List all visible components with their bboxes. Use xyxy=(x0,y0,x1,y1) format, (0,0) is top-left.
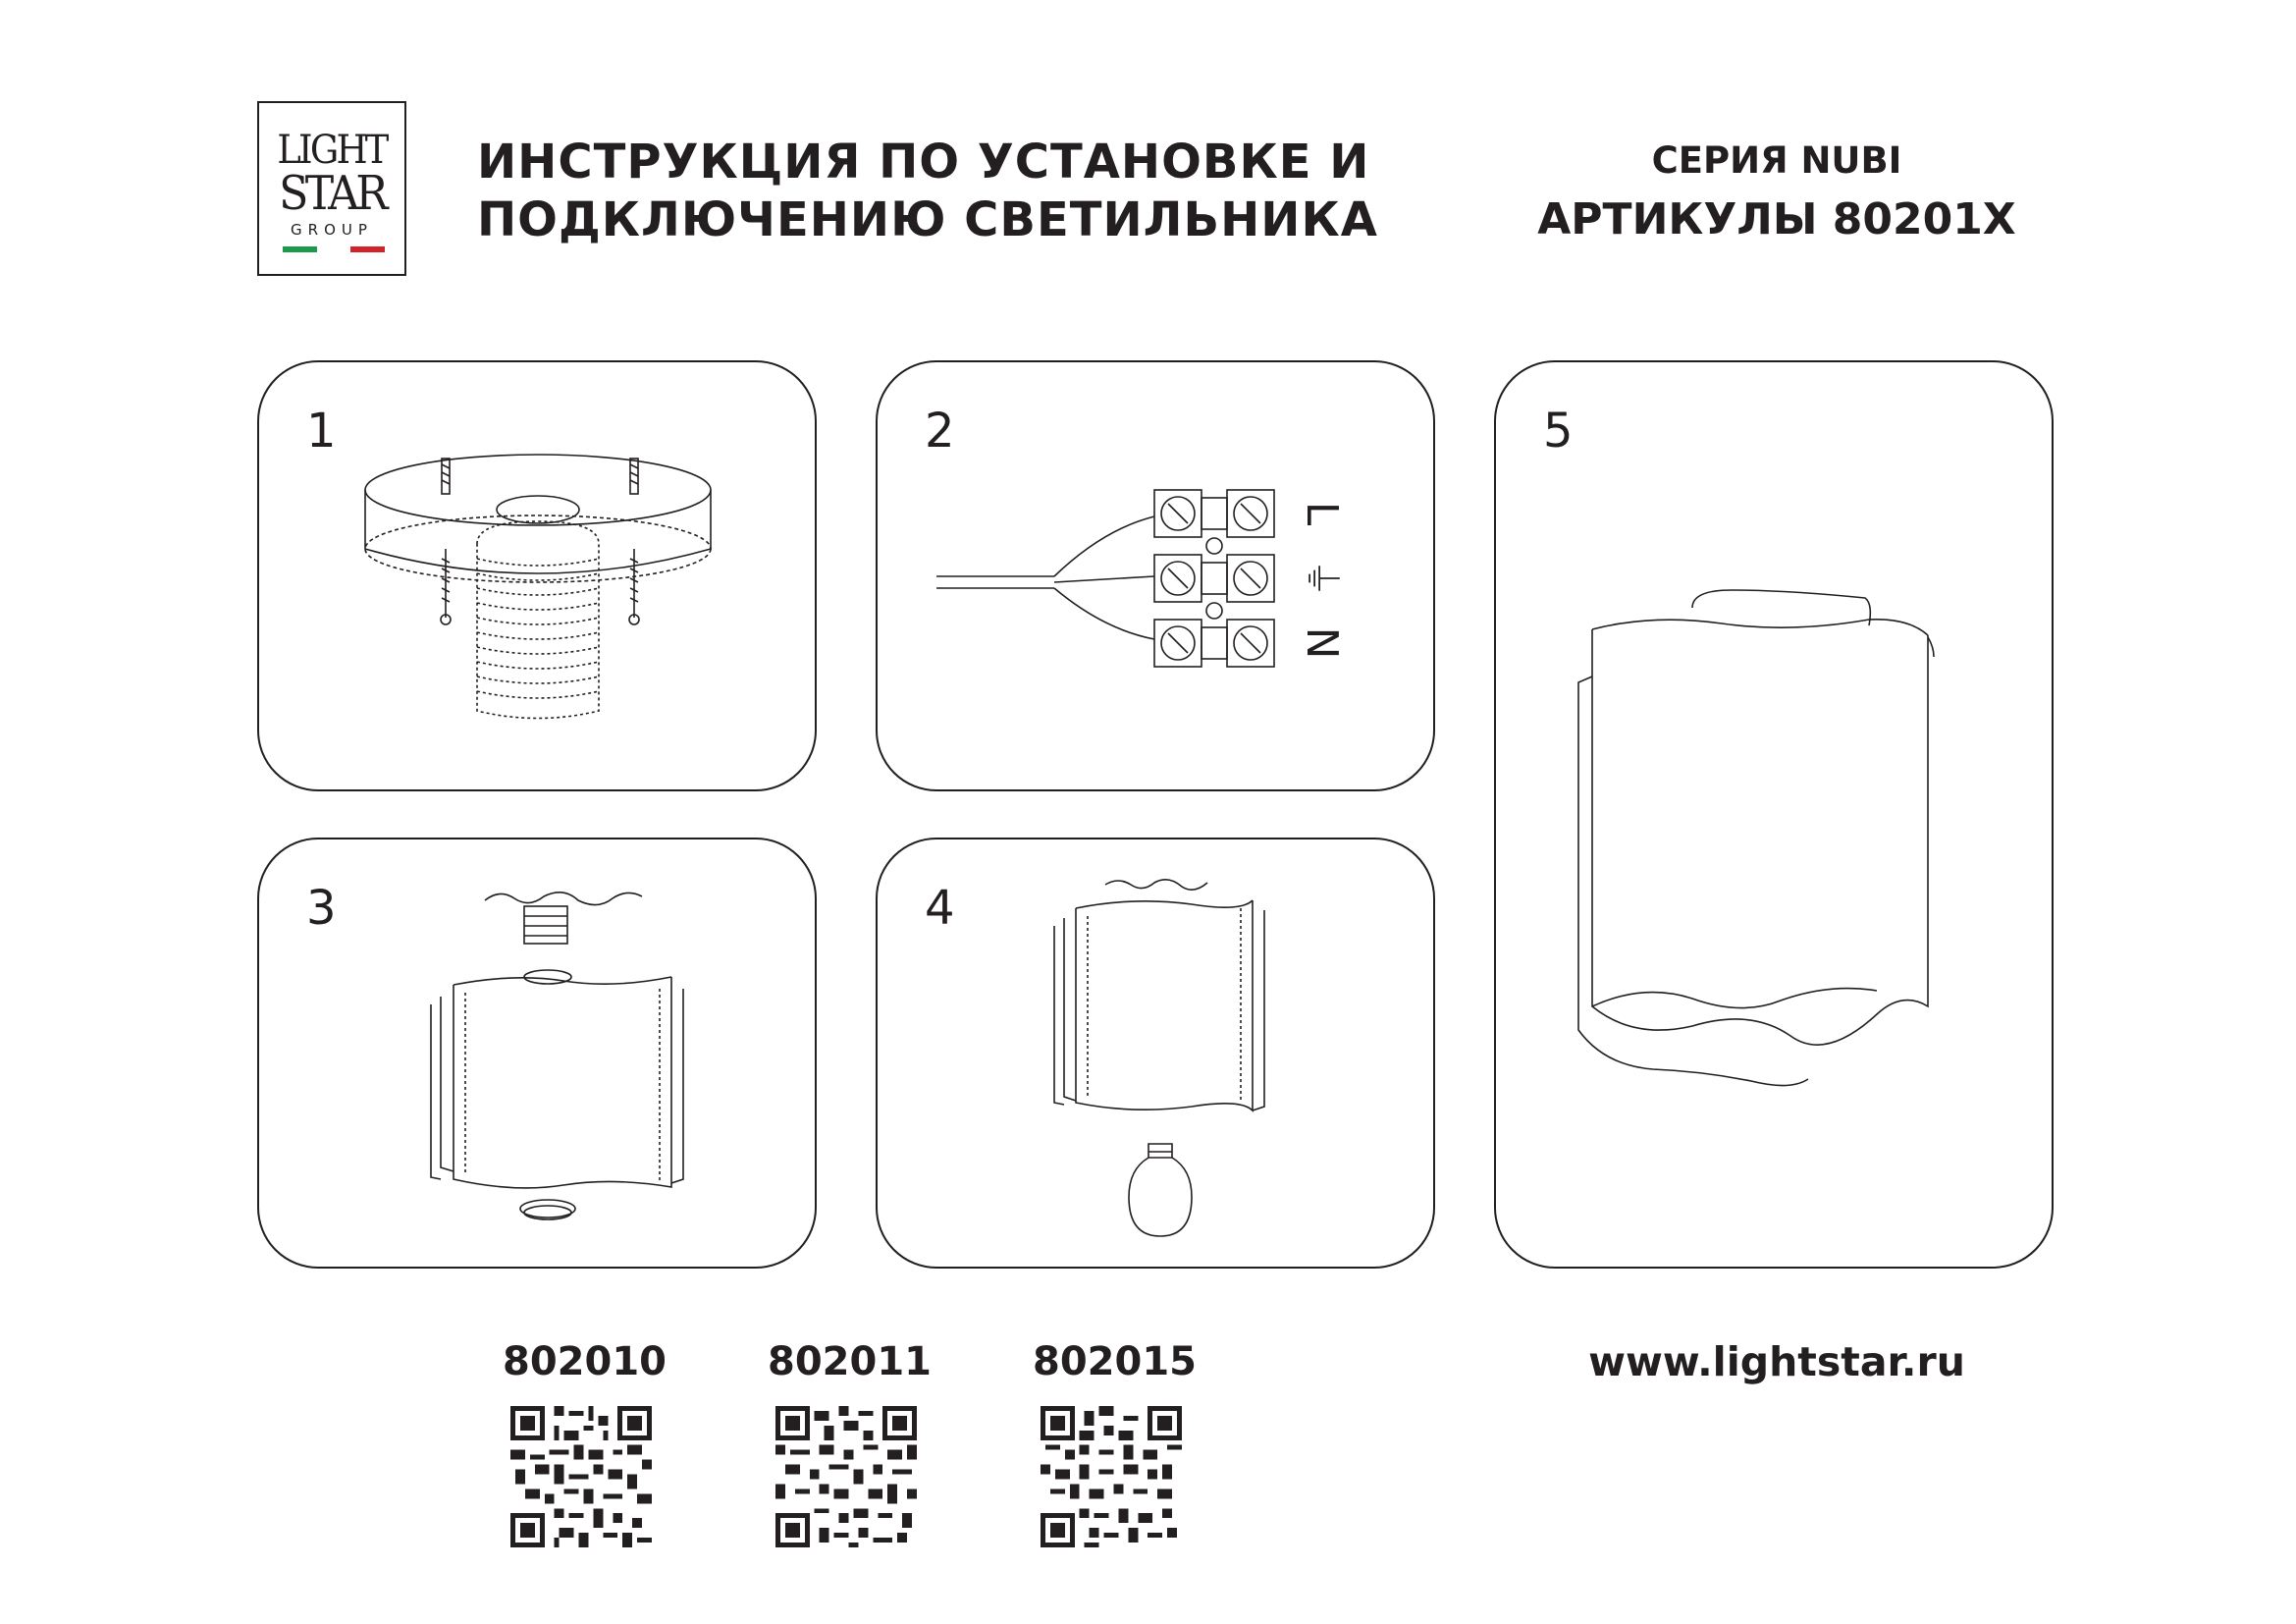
product-code-802011: 802011 xyxy=(768,1339,932,1384)
qr-code-802010[interactable] xyxy=(510,1406,652,1547)
terminal-label-ground: ⏚ xyxy=(1299,559,1344,598)
shade-assembly-illustration xyxy=(259,839,819,1271)
step-2-number: 2 xyxy=(925,404,955,459)
series-label: СЕРИЯ NUBI xyxy=(1651,139,1902,182)
assembled-luminaire-illustration xyxy=(1496,362,2056,1271)
logo-text-light: LIGHT xyxy=(277,128,387,173)
product-code-802015: 802015 xyxy=(1033,1339,1197,1384)
title-line-1: ИНСТРУКЦИЯ ПО УСТАНОВКЕ И xyxy=(477,135,1370,189)
title-line-2: ПОДКЛЮЧЕНИЮ СВЕТИЛЬНИКА xyxy=(477,192,1378,247)
step-5-panel xyxy=(1494,360,2054,1269)
step-4-panel xyxy=(876,838,1435,1269)
articles-label: АРТИКУЛЫ 80201X xyxy=(1537,194,2016,244)
terminal-label-l: L xyxy=(1297,501,1347,526)
step-4-number: 4 xyxy=(925,881,955,936)
website-link[interactable]: www.lightstar.ru xyxy=(1588,1338,1965,1385)
brand-logo xyxy=(257,101,406,276)
step-3-number: 3 xyxy=(306,881,337,936)
qr-code-802011[interactable] xyxy=(775,1406,917,1547)
step-1-panel xyxy=(257,360,817,791)
step-5-number: 5 xyxy=(1543,404,1574,459)
ceiling-mount-illustration xyxy=(259,362,819,793)
italian-flag-stripe xyxy=(283,246,385,252)
product-code-802010: 802010 xyxy=(503,1339,667,1384)
shade-and-bulb-illustration xyxy=(878,839,1437,1271)
page-title xyxy=(477,134,1378,249)
terminal-label-n: N xyxy=(1297,626,1347,660)
qr-code-802015[interactable] xyxy=(1041,1406,1182,1547)
step-3-panel xyxy=(257,838,817,1269)
terminal-block-illustration xyxy=(878,362,1437,793)
step-2-panel xyxy=(876,360,1435,791)
step-1-number: 1 xyxy=(306,404,337,459)
logo-text-group: GROUP xyxy=(291,221,373,239)
logo-text-star: STAR xyxy=(279,166,385,221)
